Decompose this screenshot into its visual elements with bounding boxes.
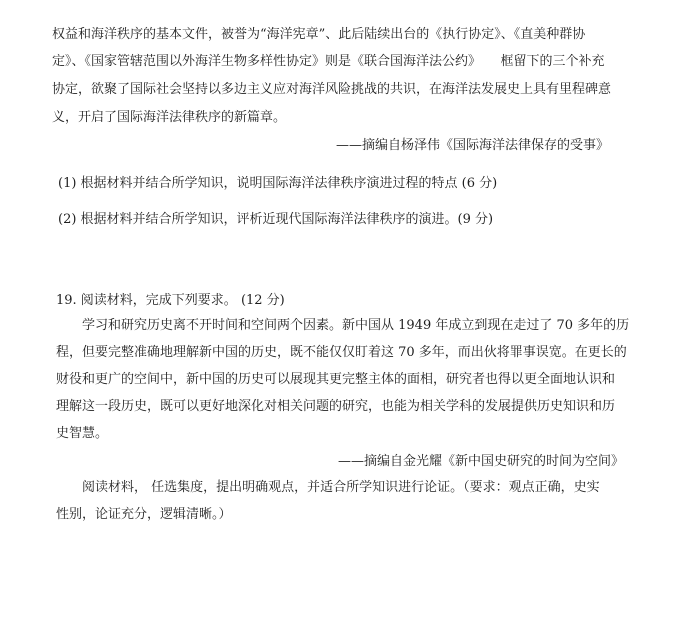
- q19-task-line-2: 性别，论证充分，逻辑清晰。）: [56, 507, 232, 522]
- passage1-line-4: 义，开启了国际海洋法律秩序的新篇章。: [52, 110, 287, 125]
- q19-source: ——摘编自金光耀《新中国史研究的时间为空间》: [338, 454, 625, 469]
- q19-line-4: 理解这一段历史，既可以更好地深化对相关问题的研究，也能为相关学科的发展提供历史知识和历: [56, 399, 616, 414]
- passage1-source: ——摘编自杨泽伟《国际海洋法律保存的受事》: [336, 138, 610, 153]
- q19-line-5: 史智慧。: [56, 426, 109, 441]
- q19-line-3: 财役和更广的空间中，新中国的历史可以展现其更完整主体的面相，研究者也得以更全面地认识和: [56, 372, 616, 387]
- q19-heading: 19. 阅读材料，完成下列要求。 (12 分): [56, 293, 285, 308]
- question-1: (1) 根据材料并结合所学知识，说明国际海洋法律秩序演进过程的特点 (6 分): [58, 176, 498, 191]
- question-2: (2) 根据材料并结合所学知识，评析近现代国际海洋法律秩序的演进。(9 分): [58, 212, 494, 227]
- passage1-line-3: 协定，欲聚了国际社会坚持以多边主义应对海洋风险挑战的共识，在海洋法发展史上具有里程碑意: [52, 82, 612, 97]
- q19-task-line-1: 阅读材料， 任选集度，提出明确观点，并适合所学知识进行论证。（要求：观点正确，史实: [82, 480, 600, 495]
- q19-line-1: 学习和研究历史离不开时间和空间两个因素。新中国从 1949 年成立到现在走过了 70 多年的历: [82, 318, 630, 333]
- passage1-line-2: 定》、《国家管辖范围以外海洋生物多样性协定》则是《联合国海洋法公约》 框留下的三个补充: [52, 54, 605, 69]
- passage1-line-1: 权益和海洋秩序的基本文件，被誉为“海洋宪章”、此后陆续出台的《执行协定》、《直美种群协: [52, 27, 586, 42]
- q19-line-2: 程，但要完整准确地理解新中国的历史，既不能仅仅盯着这 70 多年，而出伙将罪事误宽。在更长的: [56, 345, 627, 360]
